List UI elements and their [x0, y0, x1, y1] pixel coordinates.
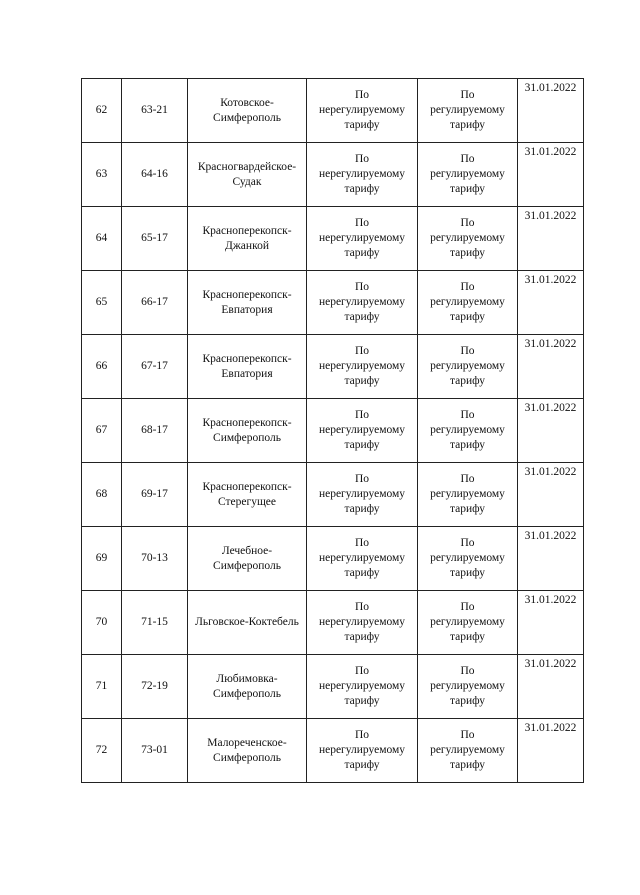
- tariff-type-2: По регулируемому тарифу: [418, 527, 518, 591]
- tariff-type-2: По регулируемому тарифу: [418, 591, 518, 655]
- tariff-type-1: По нерегулируемому тарифу: [307, 143, 418, 207]
- effective-date: 31.01.2022: [518, 271, 584, 335]
- row-number: 69: [82, 527, 122, 591]
- row-number: 64: [82, 207, 122, 271]
- tariff-type-2: По регулируемому тарифу: [418, 463, 518, 527]
- tariff-type-1: По нерегулируемому тарифу: [307, 207, 418, 271]
- tariff-type-1: По нерегулируемому тарифу: [307, 591, 418, 655]
- effective-date: 31.01.2022: [518, 591, 584, 655]
- table-row: [82, 655, 584, 719]
- table-row: [82, 527, 584, 591]
- route-name: Красноперекопск- Евпатория: [188, 335, 307, 399]
- route-name: Красноперекопск- Евпатория: [188, 271, 307, 335]
- table-row: [82, 79, 584, 143]
- route-code: 64-16: [122, 143, 188, 207]
- tariff-type-1: По нерегулируемому тарифу: [307, 719, 418, 783]
- table-row: [82, 335, 584, 399]
- routes-table: [81, 78, 584, 783]
- table-row: [82, 463, 584, 527]
- table-row: [82, 591, 584, 655]
- row-number: 71: [82, 655, 122, 719]
- table-row: [82, 143, 584, 207]
- tariff-type-2: По регулируемому тарифу: [418, 655, 518, 719]
- row-number: 70: [82, 591, 122, 655]
- route-name: Красноперекопск- Стерегущее: [188, 463, 307, 527]
- route-name: Малореченское- Симферополь: [188, 719, 307, 783]
- row-number: 65: [82, 271, 122, 335]
- table-row: [82, 399, 584, 463]
- route-code: 65-17: [122, 207, 188, 271]
- row-number: 62: [82, 79, 122, 143]
- effective-date: 31.01.2022: [518, 143, 584, 207]
- route-name: Любимовка- Симферополь: [188, 655, 307, 719]
- route-name: Лечебное- Симферополь: [188, 527, 307, 591]
- table-row: [82, 207, 584, 271]
- effective-date: 31.01.2022: [518, 463, 584, 527]
- tariff-type-1: По нерегулируемому тарифу: [307, 271, 418, 335]
- tariff-type-1: По нерегулируемому тарифу: [307, 655, 418, 719]
- row-number: 68: [82, 463, 122, 527]
- effective-date: 31.01.2022: [518, 207, 584, 271]
- tariff-type-2: По регулируемому тарифу: [418, 79, 518, 143]
- tariff-type-1: По нерегулируемому тарифу: [307, 527, 418, 591]
- effective-date: 31.01.2022: [518, 655, 584, 719]
- tariff-type-2: По регулируемому тарифу: [418, 271, 518, 335]
- effective-date: 31.01.2022: [518, 399, 584, 463]
- route-code: 66-17: [122, 271, 188, 335]
- tariff-type-1: По нерегулируемому тарифу: [307, 463, 418, 527]
- tariff-type-1: По нерегулируемому тарифу: [307, 399, 418, 463]
- route-code: 71-15: [122, 591, 188, 655]
- row-number: 67: [82, 399, 122, 463]
- tariff-type-1: По нерегулируемому тарифу: [307, 335, 418, 399]
- route-name: Льговское-Коктебель: [188, 591, 307, 655]
- tariff-type-2: По регулируемому тарифу: [418, 207, 518, 271]
- route-code: 67-17: [122, 335, 188, 399]
- route-name: Красноперекопск- Симферополь: [188, 399, 307, 463]
- route-code: 73-01: [122, 719, 188, 783]
- route-name: Котовское- Симферополь: [188, 79, 307, 143]
- effective-date: 31.01.2022: [518, 719, 584, 783]
- tariff-type-2: По регулируемому тарифу: [418, 399, 518, 463]
- tariff-type-2: По регулируемому тарифу: [418, 335, 518, 399]
- route-code: 63-21: [122, 79, 188, 143]
- route-code: 72-19: [122, 655, 188, 719]
- route-code: 70-13: [122, 527, 188, 591]
- route-code: 69-17: [122, 463, 188, 527]
- row-number: 63: [82, 143, 122, 207]
- tariff-type-2: По регулируемому тарифу: [418, 143, 518, 207]
- tariff-type-2: По регулируемому тарифу: [418, 719, 518, 783]
- route-name: Красногвардейское- Судак: [188, 143, 307, 207]
- route-code: 68-17: [122, 399, 188, 463]
- routes-table-body: [82, 79, 584, 783]
- row-number: 66: [82, 335, 122, 399]
- tariff-type-1: По нерегулируемому тарифу: [307, 79, 418, 143]
- effective-date: 31.01.2022: [518, 79, 584, 143]
- table-row: [82, 719, 584, 783]
- effective-date: 31.01.2022: [518, 527, 584, 591]
- effective-date: 31.01.2022: [518, 335, 584, 399]
- row-number: 72: [82, 719, 122, 783]
- route-name: Красноперекопск- Джанкой: [188, 207, 307, 271]
- table-row: [82, 271, 584, 335]
